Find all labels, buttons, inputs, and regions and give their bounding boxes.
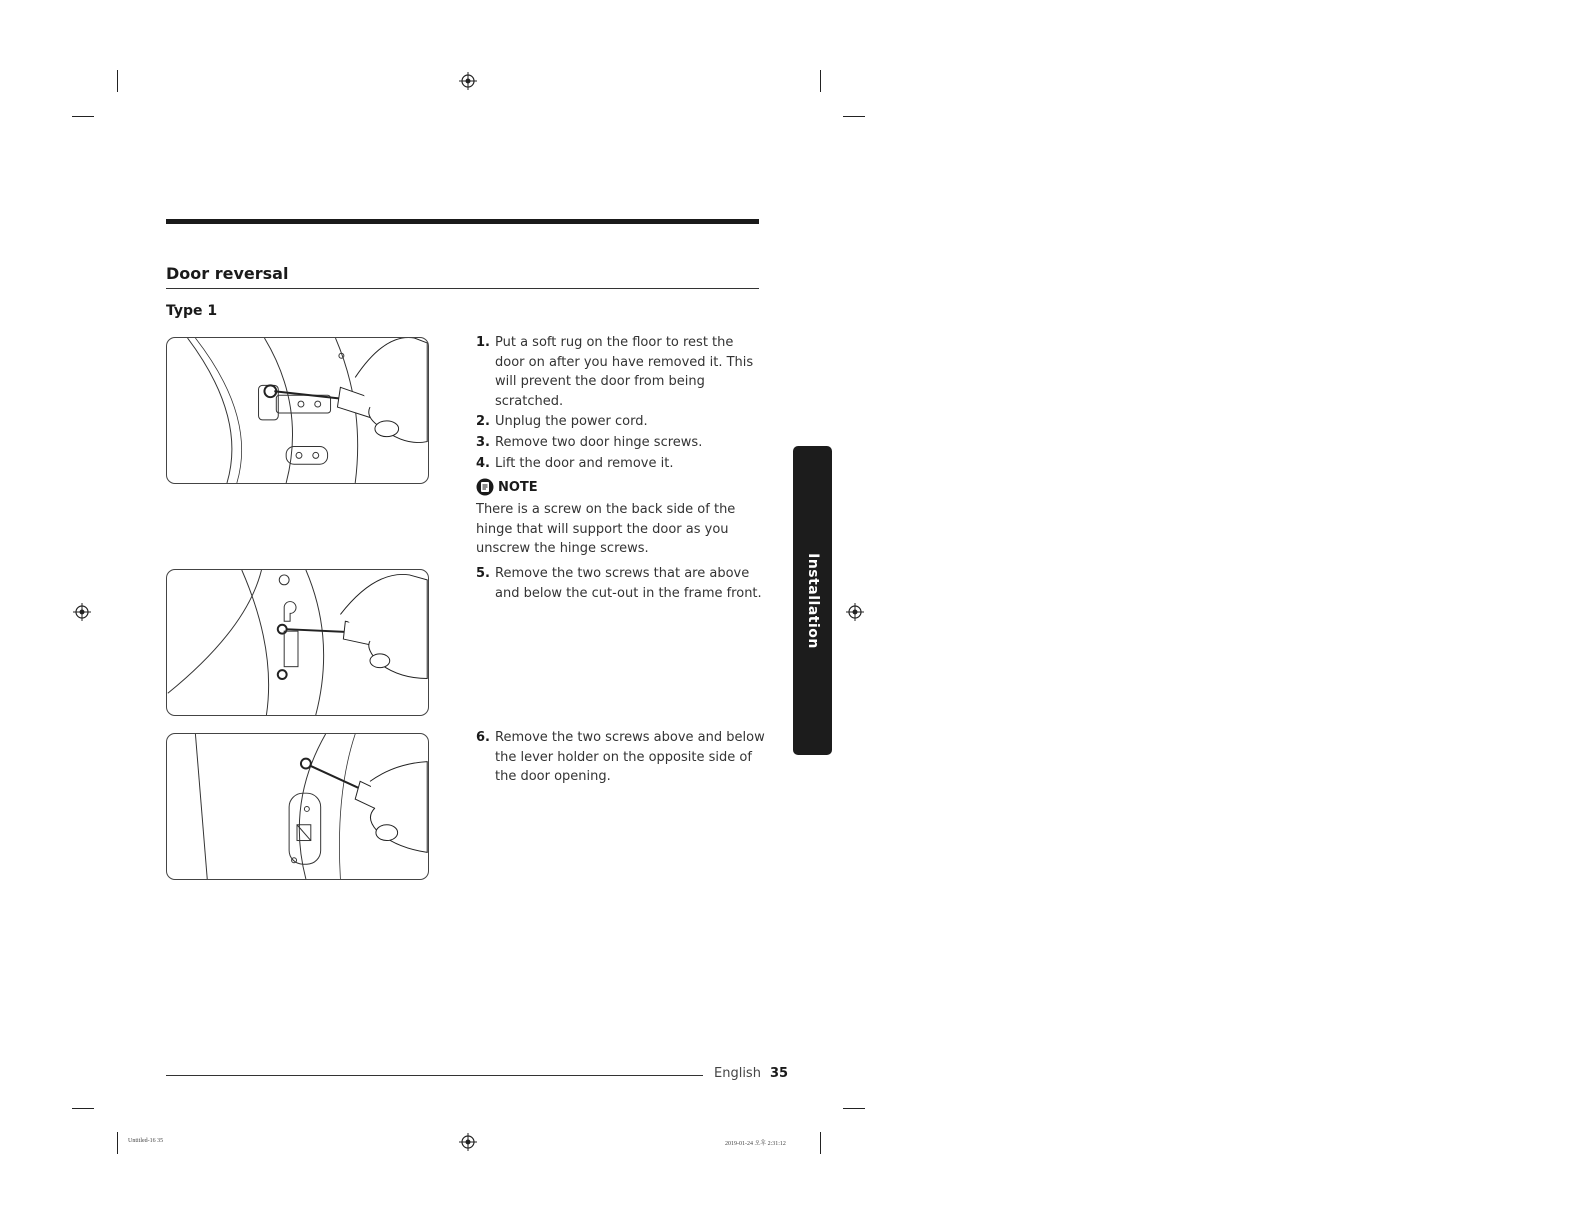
print-slug-right: 2019-01-24 오후 2:31:12: [725, 1141, 786, 1147]
note-icon: [476, 478, 494, 496]
step-item: [476, 728, 766, 787]
footer-language: English: [714, 1066, 761, 1081]
registration-mark-icon: [846, 603, 864, 621]
registration-mark-icon: [459, 72, 477, 90]
subsection-title: Type 1: [166, 303, 218, 319]
chapter-tab-label: Installation: [804, 552, 821, 649]
illustration-hinge: [167, 338, 428, 483]
crop-mark: [72, 1108, 94, 1109]
step-text: Remove the two screws above and below the lever holder on the opposite side of the door opening.: [495, 730, 765, 784]
note-heading: [476, 478, 538, 496]
step-text: Put a soft rug on the floor to rest the door on after you have removed it. This will prevent the door from being scratched.: [495, 335, 754, 409]
crop-mark: [820, 1132, 821, 1154]
print-slug-left: Untitled-16 35: [128, 1138, 164, 1144]
page-number: 35: [770, 1066, 789, 1081]
step-number: 1.: [476, 335, 490, 350]
illustration-lever-holder: [167, 734, 428, 879]
frame-screws-illustration: [166, 569, 429, 716]
step-number: 5.: [476, 566, 490, 581]
registration-mark-icon: [73, 603, 91, 621]
chapter-tab: [793, 446, 832, 755]
note-label: NOTE: [498, 479, 538, 495]
section-title: Door reversal: [166, 264, 289, 283]
crop-mark: [117, 1132, 118, 1154]
step-item: [476, 412, 766, 432]
step-text: Lift the door and remove it.: [495, 456, 674, 471]
step-number: 4.: [476, 456, 490, 471]
illustration-frame: [167, 570, 428, 715]
step-item: [476, 564, 766, 603]
step-item: [476, 333, 766, 411]
step-text: Unplug the power cord.: [495, 414, 648, 429]
crop-mark: [843, 1108, 865, 1109]
lever-holder-illustration: [166, 733, 429, 880]
top-rule: [166, 219, 759, 224]
crop-mark: [72, 116, 94, 117]
section-title-underline: [166, 288, 759, 289]
step-number: 3.: [476, 435, 490, 450]
hinge-screws-illustration: [166, 337, 429, 484]
crop-mark: [820, 70, 821, 92]
registration-mark-icon: [459, 1133, 477, 1151]
step-item: [476, 454, 766, 474]
step-number: 6.: [476, 730, 490, 745]
crop-mark: [843, 116, 865, 117]
footer-rule: [166, 1075, 703, 1076]
crop-mark: [117, 70, 118, 92]
step-number: 2.: [476, 414, 490, 429]
step-text: Remove two door hinge screws.: [495, 435, 703, 450]
note-text: There is a screw on the back side of the hinge that will support the door as you unscrew the hinge screws.: [476, 502, 736, 556]
step-text: Remove the two screws that are above and below the cut-out in the frame front.: [495, 566, 762, 601]
step-item: [476, 433, 766, 453]
